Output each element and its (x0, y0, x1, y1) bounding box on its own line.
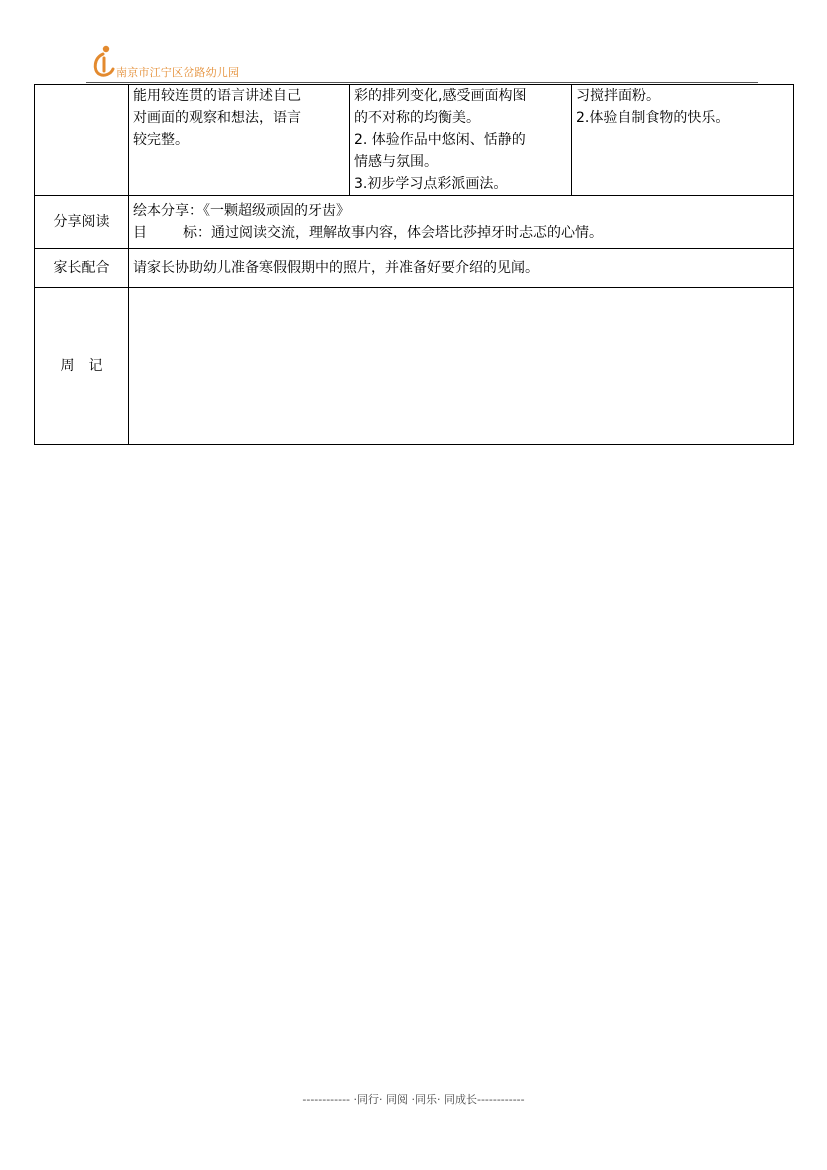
parents-content: 请家长协助幼儿准备寒假假期中的照片，并准备好要介绍的见闻。 (129, 249, 794, 288)
goal-cell-language (129, 85, 350, 196)
cell-line: 2. 体验作品中悠闲、恬静的 (354, 132, 526, 148)
cell-line: 较完整。 (133, 132, 189, 148)
reading-label: 分享阅读 (35, 196, 129, 249)
cell-line: 习搅拌面粉。 (576, 88, 660, 104)
table-row (35, 249, 794, 288)
weekly-notes-label: 周 记 (35, 288, 129, 445)
table-row (35, 196, 794, 249)
reading-goal (133, 222, 789, 244)
reading-content (129, 196, 794, 249)
cell-line: 2.体验自制食物的快乐。 (576, 110, 730, 126)
parents-label: 家长配合 (35, 249, 129, 288)
cell-line: 对画面的观察和想法，语言 (133, 110, 301, 126)
header-divider (86, 82, 758, 83)
cell-line: 能用较连贯的语言讲述自己 (133, 88, 301, 104)
book-title: 绘本分享：《一颗超级顽固的牙齿》 (133, 203, 350, 219)
goal-text: ：通过阅读交流，理解故事内容，体会塔比莎掉牙时忐忑的心情。 (197, 225, 603, 241)
school-name: 南京市江宁区岔路幼儿园 (116, 66, 240, 79)
goal-cell-art (350, 85, 572, 196)
cell-line: 的不对称的均衡美。 (354, 110, 480, 126)
page-header (86, 44, 758, 84)
kindergarten-logo-icon (91, 44, 119, 78)
weekly-notes-content (129, 288, 794, 445)
weekly-plan-table (34, 84, 794, 445)
goal-cell-life (572, 85, 794, 196)
cell-line: 彩的排列变化,感受画面构图 (354, 88, 527, 104)
table-row (35, 288, 794, 445)
goal-label: 目 (133, 225, 147, 241)
page-footer: ------------ ·同行· 同阅 ·同乐· 同成长------------ (302, 1093, 525, 1106)
cell-line: 情感与氛围。 (354, 154, 438, 170)
cell-line: 3.初步学习点彩派画法。 (354, 176, 508, 192)
empty-label-cell (35, 85, 129, 196)
table-row (35, 85, 794, 196)
goal-label-2: 标 (183, 225, 197, 241)
